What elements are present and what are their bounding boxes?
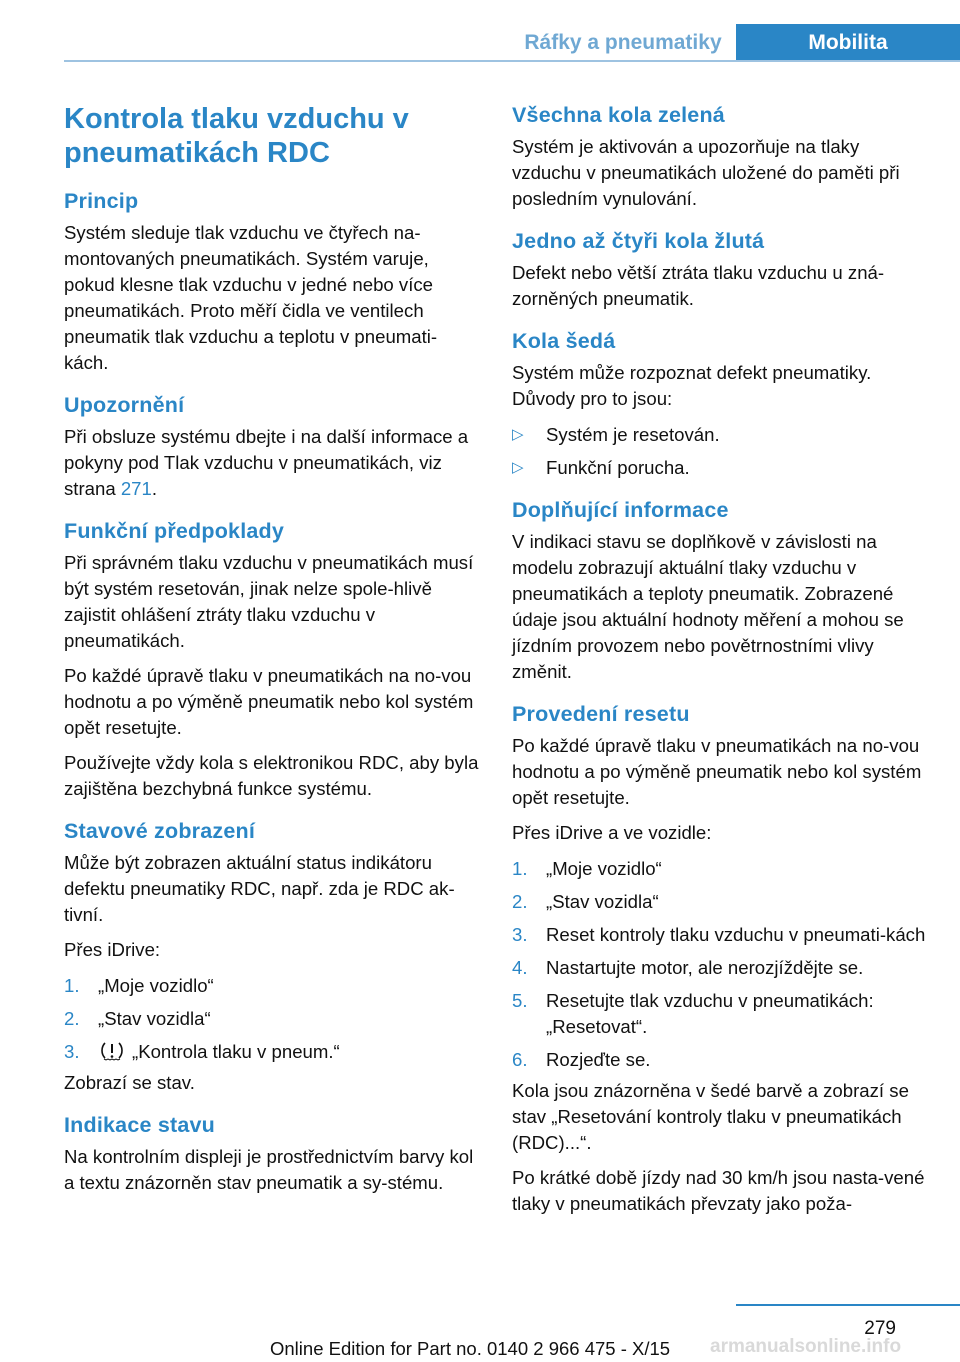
heading-reset: Provedení resetu (512, 702, 690, 726)
step-text: „Moje vozidlo“ (546, 858, 662, 879)
list-item (512, 856, 928, 882)
text-zelena: Systém je aktivován a upozorňuje na tlaky vzduchu v pneumatikách uložené do paměti při posledním vynulování. (512, 136, 900, 209)
section-indikace-stavu (64, 1112, 480, 1196)
text-stav-3: Zobrazí se stav. (64, 1072, 195, 1093)
step-number: 3. (512, 924, 528, 945)
text-reset-2: Přes iDrive a ve vozidle: (512, 822, 712, 843)
text-funkcni-2: Po každé úpravě tlaku v pneumatikách na no-vou hodnotu a po výměně pneumatik nebo kol systém opět resetujte. (64, 665, 474, 738)
text-zluta: Defekt nebo větší ztráta tlaku vzduchu u zná-zorněných pneumatik. (512, 262, 885, 309)
step-text: Nastartujte motor, ale nerozjíždějte se. (546, 957, 864, 978)
list-item (512, 988, 928, 1040)
step-number: 3. (64, 1041, 80, 1062)
step-number: 6. (512, 1049, 528, 1070)
section-zluta (512, 228, 928, 312)
text-seda: Systém může rozpoznat defekt pneumatiky. Důvody pro to jsou: (512, 362, 872, 409)
page-link-271[interactable]: 271 (120, 478, 152, 499)
step-text: „Stav vozidla“ (98, 1008, 211, 1029)
heading-indikace-stavu: Indikace stavu (64, 1113, 215, 1137)
text-doplnujici: V indikaci stavu se doplňkově v závislosti na modelu zobrazují aktuální tlaky vzduchu v pneumatikách a teploty pneumatik. Zobrazené údaje jsou aktuální hodnoty měření a mohou se jízdním provozem nebo povětrnostními vlivy změnit. (512, 531, 904, 682)
page-number: 279 (864, 1318, 896, 1339)
list-item (512, 1047, 928, 1073)
seda-reasons (512, 422, 928, 481)
step-number: 1. (512, 858, 528, 879)
header-chapter-tab: Mobilita (736, 24, 960, 62)
text-stav-1: Může být zobrazen aktuální status indikátoru defektu pneumatiky RDC, např. zda je RDC ak-tivní. (64, 852, 455, 925)
section-princip (64, 188, 480, 376)
heading-funkcni-predpoklady: Funkční předpoklady (64, 519, 285, 543)
step-number: 2. (512, 891, 528, 912)
step-number: 1. (64, 975, 80, 996)
watermark: armanualsonline.info (710, 1336, 902, 1357)
section-stavove-zobrazeni (64, 818, 480, 1096)
upozorneni-text: Při obsluze systému dbejte i na další informace a pokyny pod Tlak vzduchu v pneumatikách, viz strana (64, 426, 469, 499)
header-section-tab: Ráfky a pneumatiky (524, 30, 722, 54)
list-item (512, 889, 928, 915)
triangle-right-icon: ▷ (512, 426, 524, 443)
tire-pressure-warning-icon (100, 1041, 124, 1061)
header-rule (64, 60, 960, 62)
bullet-text: Funkční porucha. (546, 457, 690, 478)
text-stav-2: Přes iDrive: (64, 939, 161, 960)
list-item (512, 422, 928, 448)
step-text: „Moje vozidlo“ (98, 975, 214, 996)
heading-upozorneni: Upozornění (64, 393, 185, 417)
heading-zelena: Všechna kola zelená (512, 103, 725, 127)
section-reset (512, 701, 928, 1217)
bullet-text: Systém je resetován. (546, 424, 720, 445)
reset-steps (512, 856, 928, 1073)
step-text: Rozjeďte se. (546, 1049, 651, 1070)
triangle-right-icon: ▷ (512, 459, 524, 476)
text-funkcni-3: Používejte vždy kola s elektronikou RDC, aby byla zajištěna bezchybná funkce systému. (64, 752, 479, 799)
step-text: Resetujte tlak vzduchu v pneumatikách: „Resetovat“. (546, 990, 874, 1037)
section-upozorneni (64, 392, 480, 502)
text-indikace: Na kontrolním displeji je prostřednictvím barvy kol a textu znázorněn stav pneumatik a sy-stému. (64, 1146, 474, 1193)
step-number: 2. (64, 1008, 80, 1029)
text-reset-1: Po každé úpravě tlaku v pneumatikách na no-vou hodnotu a po výměně pneumatik nebo kol systém opět resetujte. (512, 735, 922, 808)
step-text: Reset kontroly tlaku vzduchu v pneumati-kách (546, 924, 926, 945)
section-doplnujici (512, 497, 928, 685)
list-item (64, 1006, 480, 1032)
step-text: „Kontrola tlaku v pneum.“ (132, 1041, 340, 1062)
heading-stavove-zobrazeni: Stavové zobrazení (64, 819, 255, 843)
text-upozorneni (64, 424, 480, 502)
section-funkcni-predpoklady (64, 518, 480, 802)
edition-note: Online Edition for Part no. 0140 2 966 475 - X/15 (270, 1338, 671, 1359)
step-number: 4. (512, 957, 528, 978)
step-text: „Stav vozidla“ (546, 891, 659, 912)
section-zelena (512, 102, 928, 212)
right-column (512, 102, 928, 1233)
list-item (512, 455, 928, 481)
step-number: 5. (512, 990, 528, 1011)
list-item (64, 973, 480, 999)
heading-zluta: Jedno až čtyři kola žlutá (512, 229, 765, 253)
list-item (512, 922, 928, 948)
text-reset-3: Kola jsou znázorněna v šedé barvě a zobrazí se stav „Resetování kontroly tlaku v pneumatikách (RDC)...“. (512, 1080, 909, 1153)
list-item (64, 1039, 480, 1065)
text-reset-4: Po krátké době jízdy nad 30 km/h jsou nasta-vené tlaky v pneumatikách převzaty jako poža- (512, 1167, 925, 1214)
page-title: Kontrola tlaku vzduchu v pneumatikách RDC (64, 103, 409, 169)
text-princip: Systém sleduje tlak vzduchu ve čtyřech na-montovaných pneumatikách. Systém varuje, pokud klesne tlak vzduchu v jedné nebo více pneumatikách. Proto měří čidla ve ventilech pneumatik tlak vzduchu a teplotu v pneumati-kách. (64, 222, 438, 373)
heading-princip: Princip (64, 189, 139, 213)
left-column (64, 102, 480, 1212)
footer-rule (736, 1304, 960, 1306)
heading-doplnujici: Doplňující informace (512, 498, 729, 522)
upozorneni-end: . (151, 478, 158, 499)
list-item (512, 955, 928, 981)
text-funkcni-1: Při správném tlaku vzduchu v pneumatikách musí být systém resetován, jinak nelze spole-hlivě zajistit ohlášení ztráty tlaku vzduchu v pneumatikách. (64, 552, 474, 651)
heading-seda: Kola šedá (512, 329, 616, 353)
section-seda (512, 328, 928, 481)
stav-steps (64, 973, 480, 1065)
